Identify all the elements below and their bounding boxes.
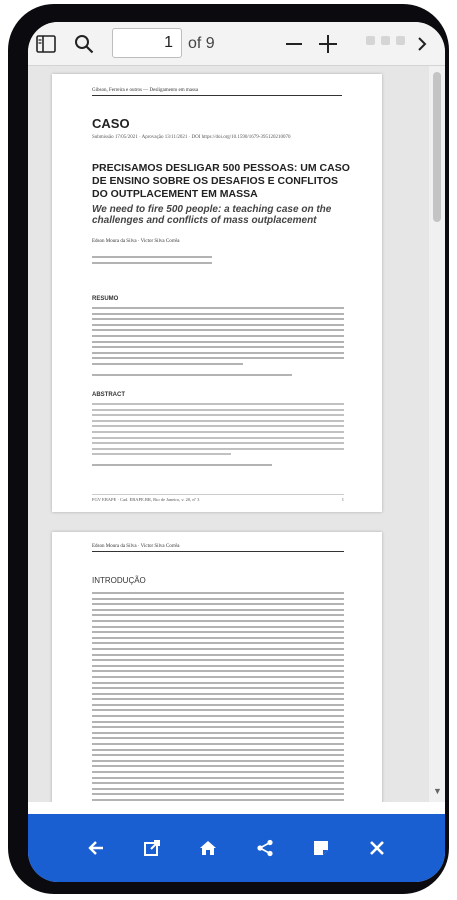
article-title: PRECISAMOS DESLIGAR 500 PESSOAS: UM CASO DE ENSINO SOBRE OS DESAFIOS E CONFLITOS DO OUTPLACEMENT EM MASSA [92, 162, 350, 200]
home-icon[interactable] [195, 835, 221, 861]
footer-journal: FGV EBAPE · Cad. EBAPE.BR, Rio de Janeiro, v. 20, nº 3 [92, 497, 200, 502]
article-title-english: We need to fire 500 people: a teaching case on the challenges and conflicts of mass outplacement [92, 204, 332, 226]
page-number-input[interactable] [112, 28, 182, 58]
page-footer [92, 494, 344, 502]
bottom-nav [28, 814, 445, 882]
pdf-viewer[interactable] [28, 66, 429, 802]
authors: Edson Moura da Silva · Victor Silva Corrêa [92, 239, 180, 244]
pdf-page-2 [52, 532, 382, 802]
divider [28, 802, 445, 814]
running-header-2: Edson Moura da Silva · Victor Silva Corrêa [92, 544, 344, 552]
search-icon[interactable] [70, 30, 98, 58]
running-header: Gibson, Ferreira e outros — Desligamento em massa [92, 88, 342, 96]
scroll-thumb[interactable] [433, 72, 441, 222]
share-icon[interactable] [252, 835, 278, 861]
vertical-scrollbar[interactable] [429, 66, 445, 802]
abstract-text [92, 403, 344, 459]
pdf-page-1 [52, 74, 382, 512]
keywords [92, 464, 272, 470]
introducao-heading: INTRODUÇÃO [92, 576, 146, 585]
note-icon[interactable] [308, 835, 334, 861]
sidebar-icon[interactable] [32, 30, 60, 58]
introducao-text [92, 592, 344, 802]
scroll-down-icon[interactable]: ▼ [433, 786, 442, 796]
abstract-heading: ABSTRACT [92, 392, 125, 398]
page-count-label: of 9 [188, 35, 215, 52]
minus-icon[interactable] [280, 30, 308, 58]
resumo-heading: RESUMO [92, 296, 119, 302]
section-label: CASO [92, 116, 130, 131]
open-external-icon[interactable] [139, 835, 165, 861]
resumo-text [92, 307, 344, 369]
footer-page-number: 1 [341, 497, 344, 502]
affiliation-lines [92, 256, 212, 267]
screen [28, 22, 445, 882]
chevron-right-icon[interactable] [408, 30, 436, 58]
phone-frame [8, 4, 449, 894]
pdf-toolbar [28, 22, 445, 66]
back-arrow-icon[interactable] [83, 835, 109, 861]
plus-icon[interactable] [314, 30, 342, 58]
article-meta: Submissão 17/05/2021 · Aprovação 13/11/2021 · DOI https://doi.org/10.1590/1679-395120210070 [92, 135, 291, 140]
more-dots-icon[interactable] [366, 36, 405, 45]
close-icon[interactable] [364, 835, 390, 861]
palavras-chave [92, 374, 292, 380]
